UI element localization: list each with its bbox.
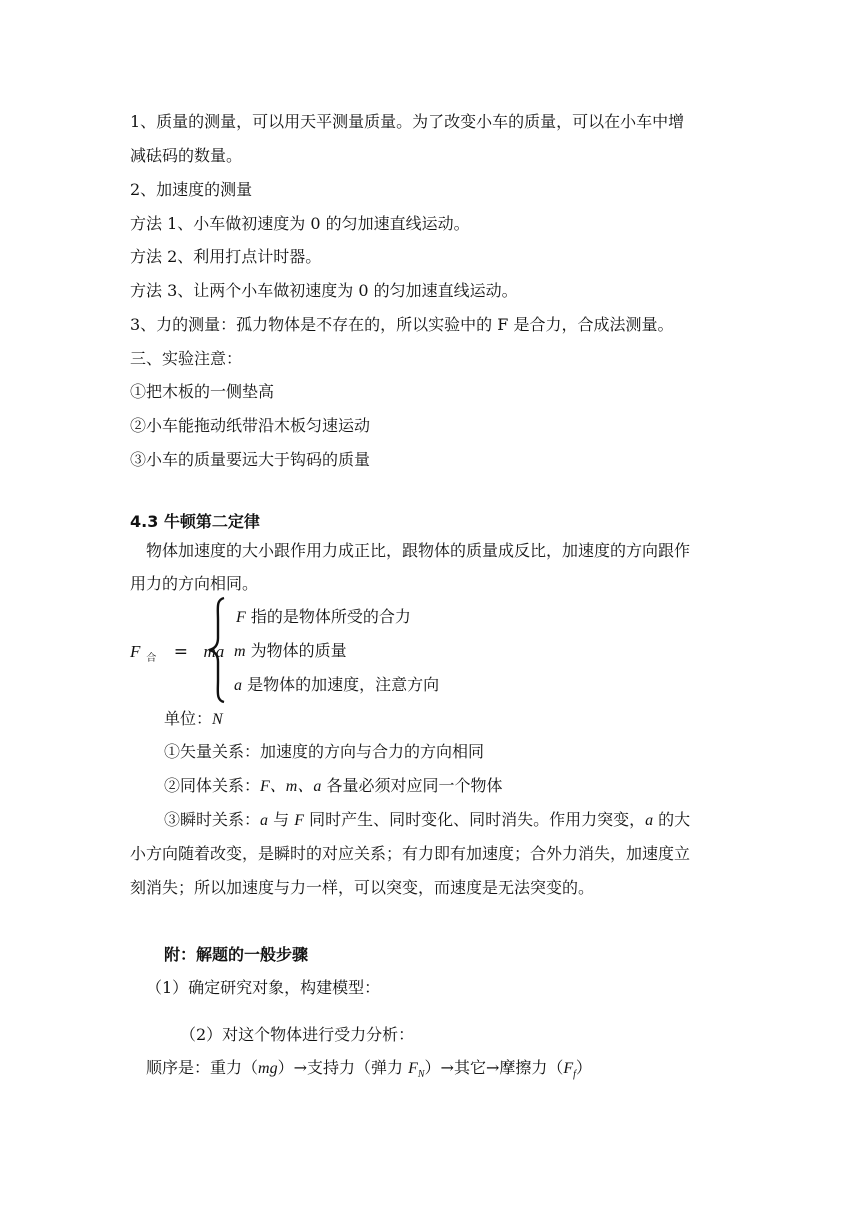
text-line: 物体加速度的大小跟作用力成正比，跟物体的质量成反比，加速度的方向跟作 (146, 541, 691, 560)
relation-text: 同时产生、同时变化、同时消失。作用力突变， (303, 810, 646, 829)
formula-branch-text: 是物体的加速度，注意方向 (242, 675, 440, 694)
relation-text: 各量必须对应同一个物体 (321, 776, 503, 795)
relation-same-body (164, 775, 502, 798)
relation-vector: ①矢量关系：加速度的方向与合力的方向相同 (164, 742, 485, 761)
formula-branch (234, 640, 347, 663)
order-text: ）→支持力（弹力 (277, 1058, 409, 1077)
text-line: 方法 3、让两个小车做初速度为 0 的匀加速直线运动。 (130, 281, 518, 300)
text-line: 刻消失；所以加速度与力一样，可以突变，而速度是无法突变的。 (130, 878, 595, 897)
text-line: 3、力的测量：孤力物体是不存在的，所以实验中的 F 是合力，合成法测量。 (130, 315, 674, 334)
order-text: ） (575, 1058, 592, 1077)
order-var: mg (258, 1060, 278, 1077)
text-line: 减砝码的数量。 (130, 146, 243, 165)
text-line: 2、加速度的测量 (130, 180, 253, 199)
unit-value: N (212, 711, 223, 728)
appendix-title: 附：解题的一般步骤 (164, 945, 309, 964)
formula-equals: = (173, 642, 189, 662)
formula-branch (236, 606, 411, 629)
relation-vars: F、m、a (260, 778, 322, 795)
order-var: F (563, 1060, 574, 1077)
text-line: ②小车能拖动纸带沿木板匀速运动 (130, 416, 371, 435)
relation-text: ②同体关系： (164, 776, 261, 795)
text-line: 1、质量的测量，可以用天平测量质量。为了改变小车的质量，可以在小车中增 (130, 112, 685, 131)
relation-text: 与 (268, 810, 295, 829)
formula-F: F (130, 642, 141, 661)
formula-var: a (234, 677, 242, 694)
text-line: 小方向随着改变，是瞬时的对应关系；有力即有加速度；合外力消失，加速度立 (130, 844, 691, 863)
text-line: 方法 2、利用打点计时器。 (130, 247, 322, 266)
unit-line (164, 708, 223, 731)
text-line: ①把木板的一侧垫高 (130, 382, 275, 401)
curly-brace-icon (206, 596, 228, 704)
order-subscript: N (417, 1069, 425, 1080)
text-line: ③小车的质量要远大于钩码的质量 (130, 450, 371, 469)
relation-instant (164, 809, 690, 832)
relation-var: a (645, 812, 654, 829)
formula-branch-text: 指的是物体所受的合力 (245, 607, 411, 626)
relation-text: 的大 (653, 810, 691, 829)
relation-var: a (260, 812, 269, 829)
appendix-step: （1）确定研究对象，构建模型： (146, 978, 381, 997)
order-var: F (408, 1060, 418, 1077)
order-subscript: f (573, 1069, 576, 1080)
formula-subscript: 合 (146, 653, 157, 664)
formula-var: F (236, 609, 246, 626)
text-line: 三、实验注意： (130, 349, 243, 368)
appendix-order (146, 1057, 592, 1086)
text-line: 用力的方向相同。 (130, 574, 259, 593)
appendix-step: （2）对这个物体进行受力分析： (180, 1025, 415, 1044)
order-text: ）→其它→摩擦力（ (424, 1058, 564, 1077)
text-line: 方法 1、小车做初速度为 0 的匀加速直线运动。 (130, 214, 470, 233)
formula-branch (234, 674, 439, 697)
formula-branch-text: 为物体的质量 (245, 641, 347, 660)
formula-var: m (234, 643, 246, 660)
order-text: 顺序是：重力（ (146, 1058, 259, 1077)
unit-label: 单位： (164, 709, 213, 728)
relation-text: ③瞬时关系： (164, 810, 261, 829)
formula-ma: ma (203, 642, 225, 661)
section-heading: 4.3 牛顿第二定律 (130, 512, 260, 531)
relation-var: F (294, 812, 304, 829)
